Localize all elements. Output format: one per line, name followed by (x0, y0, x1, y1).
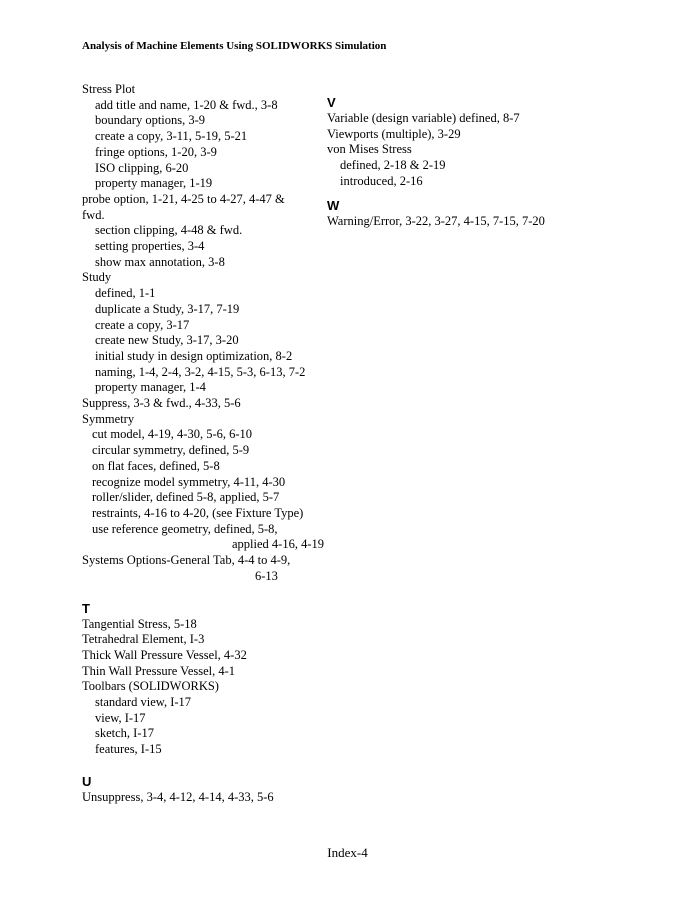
entry: Tetrahedral Element, I-3 (82, 632, 205, 647)
section-letter-w: W (327, 197, 340, 213)
subentry: setting properties, 3-4 (95, 239, 205, 254)
entry: Warning/Error, 3-22, 3-27, 4-15, 7-15, 7-20 (327, 213, 545, 228)
subentry: features, I-15 (95, 742, 162, 757)
section-letter-t: T (82, 600, 90, 616)
entry: Tangential Stress, 5-18 (82, 616, 197, 631)
section-letter-u: U (82, 773, 92, 789)
subentry: defined, 2-18 & 2-19 (340, 158, 446, 173)
subentry: cut model, 4-19, 4-30, 5-6, 6-10 (92, 427, 253, 442)
subentry: roller/slider, defined 5-8, applied, 5-7 (92, 490, 280, 505)
subentry: section clipping, 4-48 & fwd. (95, 223, 243, 238)
subentry: create new Study, 3-17, 3-20 (95, 333, 239, 348)
entry-systems-options-cont: 6-13 (255, 568, 278, 583)
subentry: view, I-17 (95, 710, 146, 725)
subentry: ISO clipping, 6-20 (95, 160, 189, 175)
entry-stress-plot: Stress Plot (82, 82, 136, 96)
section-letter-v: V (327, 95, 336, 110)
entry-suppress: Suppress, 3-3 & fwd., 4-33, 5-6 (82, 396, 241, 411)
subentry: boundary options, 3-9 (95, 113, 206, 128)
page-number: Index-4 (327, 845, 368, 860)
index-column-left (82, 82, 332, 806)
subentry: standard view, I-17 (95, 695, 192, 710)
entry: Variable (design variable) defined, 8-7 (327, 111, 520, 125)
subentry: recognize model symmetry, 4-11, 4-30 (92, 474, 286, 489)
subentry-cont: applied 4-16, 4-19 (232, 537, 324, 552)
subentry: show max annotation, 3-8 (95, 254, 225, 269)
index-column-right (327, 95, 627, 229)
entry-study: Study (82, 270, 112, 285)
running-head: Analysis of Machine Elements Using SOLIDWORKS Simulation (82, 40, 387, 52)
subentry: circular symmetry, defined, 5-9 (92, 443, 250, 458)
subentry: duplicate a Study, 3-17, 7-19 (95, 301, 240, 316)
entry: Thick Wall Pressure Vessel, 4-32 (82, 647, 247, 662)
subentry: naming, 1-4, 2-4, 3-2, 4-15, 5-3, 6-13, 7-2 (95, 364, 306, 379)
subentry: property manager, 1-4 (95, 380, 206, 395)
subentry: create a copy, 3-11, 5-19, 5-21 (95, 129, 248, 144)
entry-toolbars: Toolbars (SOLIDWORKS) (82, 679, 219, 694)
subentry: fringe options, 1-20, 3-9 (95, 144, 217, 159)
entry: Unsuppress, 3-4, 4-12, 4-14, 4-33, 5-6 (82, 789, 274, 804)
subentry: add title and name, 1-20 & fwd., 3-8 (95, 97, 278, 112)
subentry: create a copy, 3-17 (95, 317, 190, 332)
subentry: sketch, I-17 (95, 726, 155, 741)
subentry: defined, 1-1 (95, 286, 156, 301)
subentry-probe: probe option, 1-21, 4-25 to 4-27, 4-47 & (82, 191, 285, 206)
subentry-probe-cont: fwd. (82, 207, 105, 222)
subentry: restraints, 4-16 to 4-20, (see Fixture Type) (92, 505, 304, 520)
entry-systems-options: Systems Options-General Tab, 4-4 to 4-9, (82, 553, 291, 568)
subentry: introduced, 2-16 (340, 173, 423, 188)
subentry: initial study in design optimization, 8-2 (95, 348, 293, 363)
entry-von-mises: von Mises Stress (327, 142, 412, 157)
subentry: property manager, 1-19 (95, 176, 213, 191)
subentry: on flat faces, defined, 5-8 (92, 458, 220, 473)
entry: Viewports (multiple), 3-29 (327, 126, 461, 141)
subentry: use reference geometry, defined, 5-8, (92, 521, 278, 536)
entry: Thin Wall Pressure Vessel, 4-1 (82, 663, 236, 678)
entry-symmetry: Symmetry (82, 411, 135, 426)
